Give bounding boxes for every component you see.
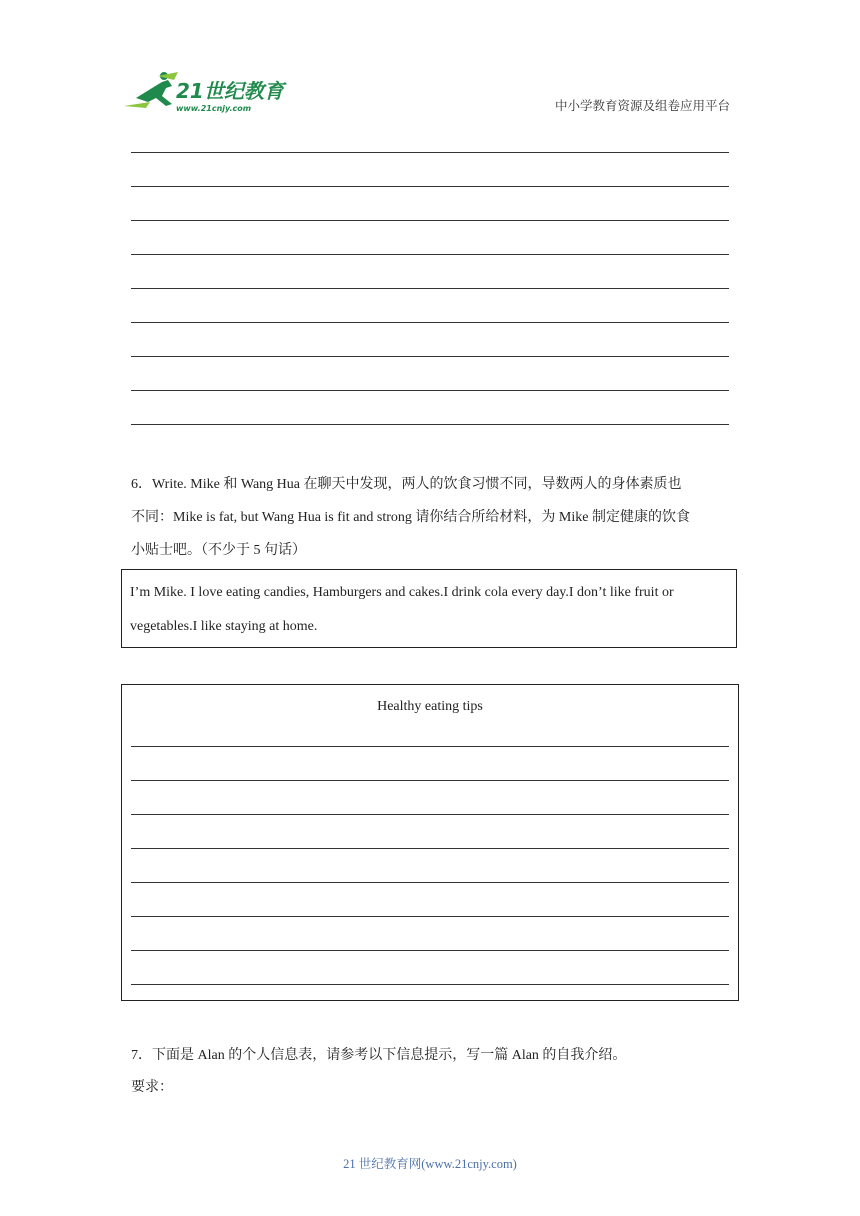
question-6-line: 小贴士吧。（不少于 5 句话） — [131, 543, 306, 558]
logo-url: www.21cnjy.com — [176, 104, 252, 113]
answer-line — [131, 288, 729, 289]
answer-line — [131, 950, 729, 951]
answer-line — [131, 814, 729, 815]
answer-line — [131, 254, 729, 255]
answer-line — [131, 746, 729, 747]
answer-line — [131, 220, 729, 221]
answer-line — [131, 424, 729, 425]
site-logo — [122, 68, 292, 116]
answer-line — [131, 186, 729, 187]
runner-icon — [124, 72, 178, 108]
answer-line — [131, 152, 729, 153]
answer-line — [131, 322, 729, 323]
question-7-requirement: 要求： — [131, 1080, 173, 1095]
material-line: vegetables.I like staying at home. — [130, 619, 318, 634]
question-7-line: 7．下面是 Alan 的个人信息表，请参考以下信息提示，写一篇 Alan 的自我介绍。 — [131, 1048, 627, 1063]
material-box — [121, 569, 737, 648]
tips-writing-box — [121, 684, 739, 1001]
question-6-line: 6．Write. Mike 和 Wang Hua 在聊天中发现，两人的饮食习惯不同，导数两人的身体素质也 — [131, 477, 682, 492]
answer-line — [131, 356, 729, 357]
platform-name: 中小学教育资源及组卷应用平台 — [554, 98, 730, 113]
question-6-line: 不同：Mike is fat, but Wang Hua is fit and strong 请你结合所给材料，为 Mike 制定健康的饮食 — [131, 510, 690, 525]
answer-line — [131, 916, 729, 917]
tips-title: Healthy eating tips — [377, 699, 483, 714]
answer-line — [131, 882, 729, 883]
question-7 — [131, 1040, 626, 1104]
answer-line — [131, 984, 729, 985]
answer-line — [131, 390, 729, 391]
answer-line — [131, 780, 729, 781]
question-6 — [131, 468, 731, 567]
answer-line — [131, 848, 729, 849]
material-line: I’m Mike. I love eating candies, Hamburgers and cakes.I drink cola every day.I don’t like fruit or — [130, 585, 674, 600]
logo-text: 21世纪教育 — [176, 79, 284, 103]
footer-link[interactable]: 21 世纪教育网(www.21cnjy.com) — [343, 1157, 517, 1171]
